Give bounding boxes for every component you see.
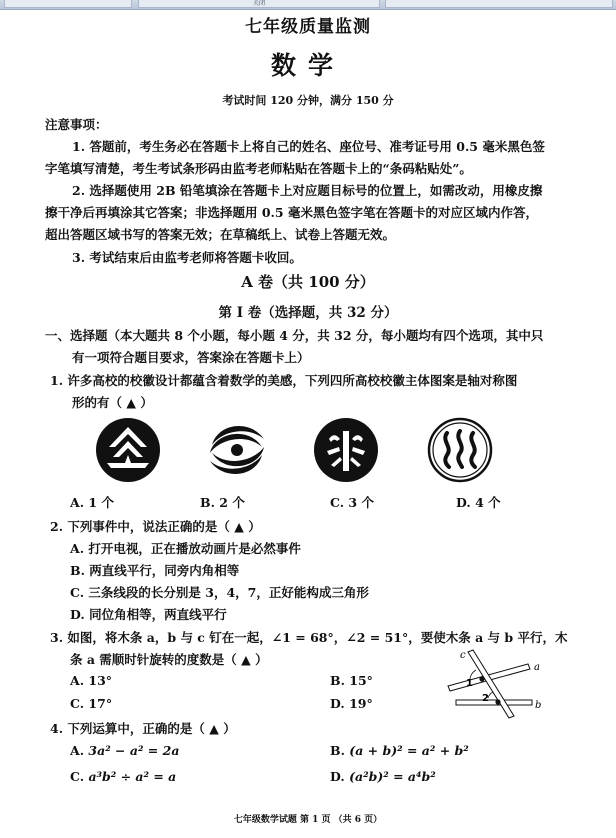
q3-option-c[interactable]: C. 17° xyxy=(70,696,113,711)
q4-option-b-label: B. xyxy=(330,743,345,758)
note-2-line-3: 超出答题区域书写的答案无效；在草稿纸上、试卷上答题无效。 xyxy=(45,227,396,242)
exam-title: 七年级质量监测 xyxy=(245,17,371,37)
q4-option-d-label: D. xyxy=(330,769,345,784)
q2-option-c[interactable]: C. 三条线段的长分别是 3，4，7，正好能构成三角形 xyxy=(70,585,369,600)
q1-stem-line-1: 1. 许多高校的校徽设计都蕴含着数学的美感，下列四所高校校徽主体图案是轴对称图 xyxy=(50,373,518,388)
top-tab-middle[interactable] xyxy=(138,0,380,8)
q4-option-a-expr: 3a² − a² = 2a xyxy=(88,743,180,758)
q2-option-b[interactable]: B. 两直线平行，同旁内角相等 xyxy=(70,563,240,578)
label-b: b xyxy=(535,700,542,711)
part-1-title: 第 Ⅰ 卷（选择题，共 32 分） xyxy=(218,305,398,321)
nail-1 xyxy=(479,676,484,681)
q4-option-c-expr: a³b² ÷ a² = a xyxy=(88,769,177,784)
label-a: a xyxy=(534,662,540,673)
q1-stem-line-2: 形的有（ ▲ ） xyxy=(72,395,153,410)
exam-info: 考试时间 120 分钟，满分 150 分 xyxy=(222,94,394,107)
q4-option-d-expr: (a²b)² = a⁴b² xyxy=(349,769,436,784)
note-2-line-2: 擦干净后再填涂其它答案；非选择题用 0.5 毫米黑色签字笔在答题卡的对应区域内作答， xyxy=(45,205,538,220)
q3-option-d[interactable]: D. 19° xyxy=(330,696,373,711)
q3-stem-line-2: 条 a 需顺时针旋转的度数是（ ▲ ） xyxy=(70,652,268,667)
q4-option-a[interactable] xyxy=(70,743,179,758)
notes-heading: 注意事项： xyxy=(45,117,108,132)
q1-option-a[interactable]: A. 1 个 xyxy=(70,495,114,510)
q4-option-c-label: C. xyxy=(70,769,85,784)
q4-option-b[interactable] xyxy=(330,743,469,758)
choice-heading-line-1: 一、选择题（本大题共 8 个小题，每小题 4 分，共 32 分，每小题均有四个选项，其中只 xyxy=(45,328,544,343)
q4-stem: 4. 下列运算中，正确的是（ ▲ ） xyxy=(50,721,236,736)
section-a-title: A 卷（共 100 分） xyxy=(241,273,375,291)
label-angle-1: 1 xyxy=(466,678,473,689)
q3-stem-line-1: 3. 如图，将木条 a，b 与 c 钉在一起，∠1 = 68°，∠2 = 51°，要使木条 a 与 b 平行，木 xyxy=(50,630,568,645)
q2-option-d[interactable]: D. 同位角相等，两直线平行 xyxy=(70,607,227,622)
q3-figure xyxy=(440,648,550,720)
label-c: c xyxy=(460,650,466,661)
nail-2 xyxy=(495,699,500,704)
q3-option-a[interactable]: A. 13° xyxy=(70,673,113,688)
stick-b xyxy=(456,700,532,705)
subject-title: 数学 xyxy=(270,51,345,80)
q4-option-a-label: A. xyxy=(70,743,85,758)
q1-option-b[interactable]: B. 2 个 xyxy=(200,495,245,510)
university-emblem-a-icon xyxy=(95,417,161,483)
page-footer: 七年级数学试题 第 1 页 （共 6 页） xyxy=(233,815,383,825)
university-emblem-b-icon xyxy=(204,417,270,483)
top-tab-label: 关闭 xyxy=(252,0,265,7)
q4-option-c[interactable] xyxy=(70,769,176,784)
university-emblem-c-icon xyxy=(313,417,379,483)
top-tab-left[interactable] xyxy=(4,0,132,8)
university-emblem-d-icon xyxy=(427,417,493,483)
choice-heading-line-2: 有一项符合题目要求，答案涂在答题卡上） xyxy=(72,350,310,365)
note-1-line-1: 1. 答题前，考生务必在答题卡上将自己的姓名、座位号、准考证号用 0.5 毫米黑色签 xyxy=(72,139,545,154)
q3-option-b[interactable]: B. 15° xyxy=(330,673,373,688)
q1-option-c[interactable]: C. 3 个 xyxy=(330,495,374,510)
top-tab-right[interactable] xyxy=(385,0,613,8)
label-angle-2: 2 xyxy=(482,693,489,704)
q2-stem: 2. 下列事件中，说法正确的是（ ▲ ） xyxy=(50,519,261,534)
note-1-line-2: 字笔填写清楚，考生考试条形码由监考老师粘贴在答题卡上的“条码粘贴处”。 xyxy=(45,161,472,176)
q4-option-b-expr: (a + b)² = a² + b² xyxy=(349,743,469,758)
q2-option-a[interactable]: A. 打开电视，正在播放动画片是必然事件 xyxy=(70,541,301,556)
note-3: 3. 考试结束后由监考老师将答题卡收回。 xyxy=(72,250,302,265)
q4-option-d[interactable] xyxy=(330,769,436,784)
note-2-line-1: 2. 选择题使用 2B 铅笔填涂在答题卡上对应题目标号的位置上，如需改动，用橡皮擦 xyxy=(72,183,543,198)
q1-option-d[interactable]: D. 4 个 xyxy=(456,495,501,510)
